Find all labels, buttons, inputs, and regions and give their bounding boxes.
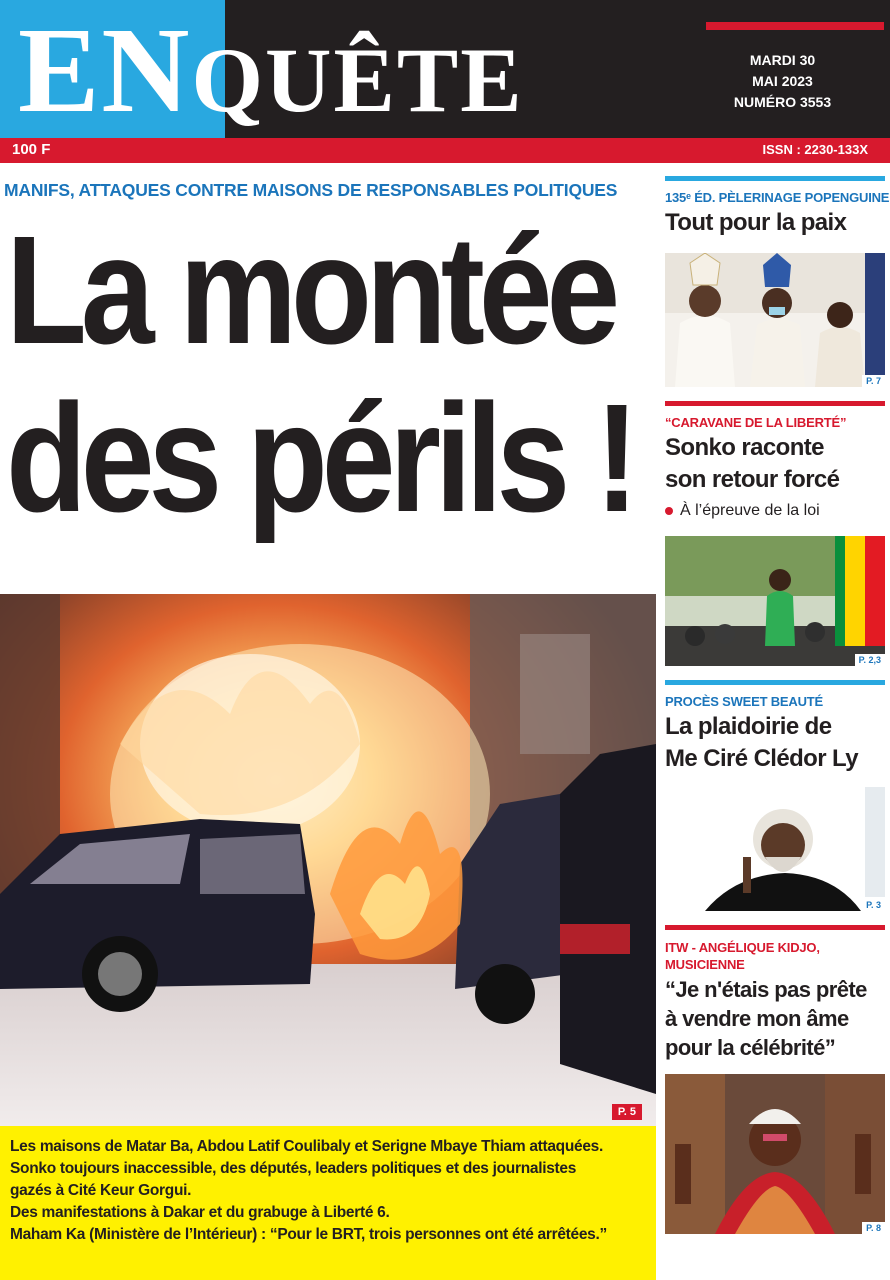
story-title xyxy=(665,975,885,1062)
story-title xyxy=(665,711,885,775)
kidjo-portrait-illustration xyxy=(665,1074,885,1234)
story-title-line: Me Ciré Clédor Ly xyxy=(665,745,858,772)
bullet-dot-icon xyxy=(665,507,673,515)
issue-date-box xyxy=(720,50,845,113)
sidebar xyxy=(665,176,890,1234)
main-photo-burning-cars[interactable] xyxy=(0,594,656,1126)
separator-blue xyxy=(665,680,885,685)
summary-line: Maham Ka (Ministère de l’Intérieur) : “Pour le BRT, trois personnes ont été arrêtées.” xyxy=(10,1226,607,1243)
story-page-ref: P. 7 xyxy=(862,375,885,387)
masthead-red-rule xyxy=(706,22,884,30)
logo-text-part2: QUÊTE xyxy=(191,29,524,131)
story-kicker: PROCÈS SWEET BEAUTÉ xyxy=(665,694,823,709)
sidebar-story-proces[interactable] xyxy=(665,680,885,911)
price: 100 F xyxy=(12,141,51,158)
story-kicker-line: MUSICIENNE xyxy=(665,957,745,972)
burning-cars-illustration xyxy=(0,594,656,1126)
price-bar xyxy=(0,138,890,163)
separator-red xyxy=(665,925,885,930)
main-kicker: MANIFS, ATTAQUES CONTRE MAISONS DE RESPONSABLES POLITIQUES xyxy=(4,180,618,200)
sidebar-story-sonko[interactable] xyxy=(665,401,885,666)
main-headline[interactable] xyxy=(6,204,634,544)
story-photo-kidjo[interactable] xyxy=(665,1074,885,1234)
bullet-text: À l’épreuve de la loi xyxy=(680,502,820,519)
story-photo-lawyer[interactable] xyxy=(665,787,885,911)
sonko-crowd-illustration xyxy=(665,536,885,666)
headline-line-2: des périls ! xyxy=(6,372,634,544)
newspaper-logo[interactable] xyxy=(18,3,524,140)
story-title-line: La plaidoirie de xyxy=(665,713,832,740)
bishops-illustration xyxy=(665,253,885,387)
story-title xyxy=(665,432,885,496)
sidebar-story-pelerinage[interactable] xyxy=(665,176,890,387)
issue-number: NUMÉRO 3553 xyxy=(733,94,832,110)
lawyer-portrait-illustration xyxy=(665,787,885,911)
issn: ISSN : 2230-133X xyxy=(762,142,868,157)
story-title-line: à vendre mon âme xyxy=(665,1006,849,1031)
story-photo-sonko[interactable] xyxy=(665,536,885,666)
story-title-line: Sonko raconte xyxy=(665,434,824,461)
separator-blue xyxy=(665,176,885,181)
story-kicker: 135ᵉ ÉD. PÈLERINAGE POPENGUINE xyxy=(665,190,890,205)
story-title-line: “Je n'étais pas prête xyxy=(665,977,867,1002)
headline-line-1: La montée xyxy=(6,204,615,376)
story-kicker xyxy=(665,939,885,973)
story-title-line: pour la célébrité” xyxy=(665,1035,836,1060)
story-kicker-line: ITW - ANGÉLIQUE KIDJO, xyxy=(665,940,820,955)
photo-page-ref: P. 5 xyxy=(612,1104,642,1120)
story-photo-bishops[interactable] xyxy=(665,253,885,387)
separator-red xyxy=(665,401,885,406)
summary-line: gazés à Cité Keur Gorgui. xyxy=(10,1182,192,1199)
story-page-ref: P. 2,3 xyxy=(855,654,885,666)
masthead xyxy=(0,0,890,140)
story-kicker: “CARAVANE DE LA LIBERTÉ” xyxy=(665,415,847,430)
date-day: MARDI 30 xyxy=(749,52,816,68)
summary-line: Les maisons de Matar Ba, Abdou Latif Coulibaly et Serigne Mbaye Thiam attaquées. xyxy=(10,1138,603,1155)
story-page-ref: P. 8 xyxy=(862,1222,885,1234)
story-title-line: son retour forcé xyxy=(665,466,840,493)
date-month-year: MAI 2023 xyxy=(752,73,813,89)
summary-line: Sonko toujours inaccessible, des députés, leaders politiques et des journalistes xyxy=(10,1160,577,1177)
summary-line: Des manifestations à Dakar et du grabuge à Liberté 6. xyxy=(10,1204,390,1221)
story-page-ref: P. 3 xyxy=(862,899,885,911)
story-title: Tout pour la paix xyxy=(665,209,847,236)
sidebar-story-kidjo[interactable] xyxy=(665,925,885,1234)
logo-text-part1: EN xyxy=(18,3,192,138)
summary-box xyxy=(0,1126,656,1280)
story-bullet xyxy=(665,502,885,520)
